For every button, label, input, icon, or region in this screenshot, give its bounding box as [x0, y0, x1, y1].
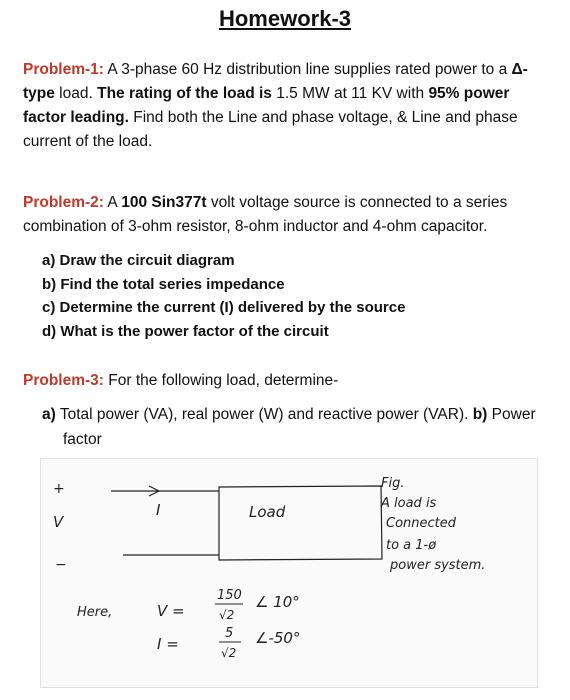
part-b-text: Power factor — [63, 406, 536, 448]
problem-1-text-7: Find both the Line and phase voltage, & Line and phase current of the load. — [23, 109, 518, 150]
problem-3-text: For the following load, determine- — [103, 372, 339, 389]
problem-2-text-2: 100 Sin377t — [121, 194, 207, 211]
problem-1-text-2: Δ-type — [23, 61, 528, 102]
list-item: c) Determine the current (I) delivered by the source — [42, 299, 406, 316]
problem-1-text-1: A 3-phase 60 Hz distribution line supplies rated power to a — [103, 61, 512, 78]
problem-2-list — [42, 249, 405, 343]
figure-note-line: to a 1-ø — [386, 538, 437, 553]
part-b-label: b) — [472, 406, 488, 423]
load-box — [219, 486, 382, 560]
problem-3-parts — [42, 402, 563, 452]
problem-1-text-3: load. — [54, 85, 98, 102]
problem-1-text-5: 1.5 MW at 11 KV with — [271, 85, 429, 102]
problem-3 — [23, 369, 553, 393]
problem-1-text-6: 95% power factor leading. — [23, 85, 510, 126]
problem-2-label: Problem-2: — [23, 194, 104, 211]
voltage-label: V — [53, 513, 64, 531]
current-denominator: √2 — [221, 646, 237, 660]
list-item: d) What is the power factor of the circuit — [42, 322, 329, 340]
list-item: a) Draw the circuit diagram — [42, 252, 235, 269]
figure-note-line: A load is — [381, 496, 437, 511]
problem-2 — [23, 191, 553, 239]
problem-1 — [23, 58, 553, 154]
load-label: Load — [249, 503, 286, 521]
page-title: Homework-3 — [218, 6, 352, 31]
problem-1-label: Problem-1: — [23, 61, 104, 78]
figure-note-line: Connected — [386, 516, 457, 531]
voltage-equation: V = — [157, 602, 185, 620]
here-label: Here, — [77, 605, 113, 620]
figure-note-line: Fig. — [381, 476, 405, 491]
current-angle: ∠-50° — [255, 629, 301, 647]
list-item: b) Find the total series impedance — [42, 275, 285, 293]
voltage-denominator: √2 — [219, 608, 235, 622]
circuit-sketch — [41, 459, 537, 687]
voltage-angle: ∠ 10° — [255, 593, 300, 611]
circuit-figure — [40, 458, 538, 688]
problem-1-text-4: The rating of the load is — [97, 85, 272, 102]
current-label: I — [156, 501, 161, 519]
figure-note-line: power system. — [390, 558, 486, 573]
plus-sign: + — [53, 481, 65, 497]
minus-sign: − — [55, 557, 67, 573]
problem-3-label: Problem-3: — [23, 372, 104, 389]
voltage-numerator: 150 — [217, 588, 242, 603]
part-a-text: Total power (VA), real power (W) and reactive power (VAR). — [55, 406, 473, 423]
current-equation: I = — [157, 635, 179, 653]
part-a-label: a) — [42, 406, 56, 423]
current-numerator: 5 — [225, 626, 234, 641]
problem-2-text-3: volt voltage source is connected to a series combination of 3-ohm resistor, 8-ohm inductor and 4-ohm capacitor. — [23, 194, 508, 235]
problem-2-text-1: A — [103, 194, 122, 211]
